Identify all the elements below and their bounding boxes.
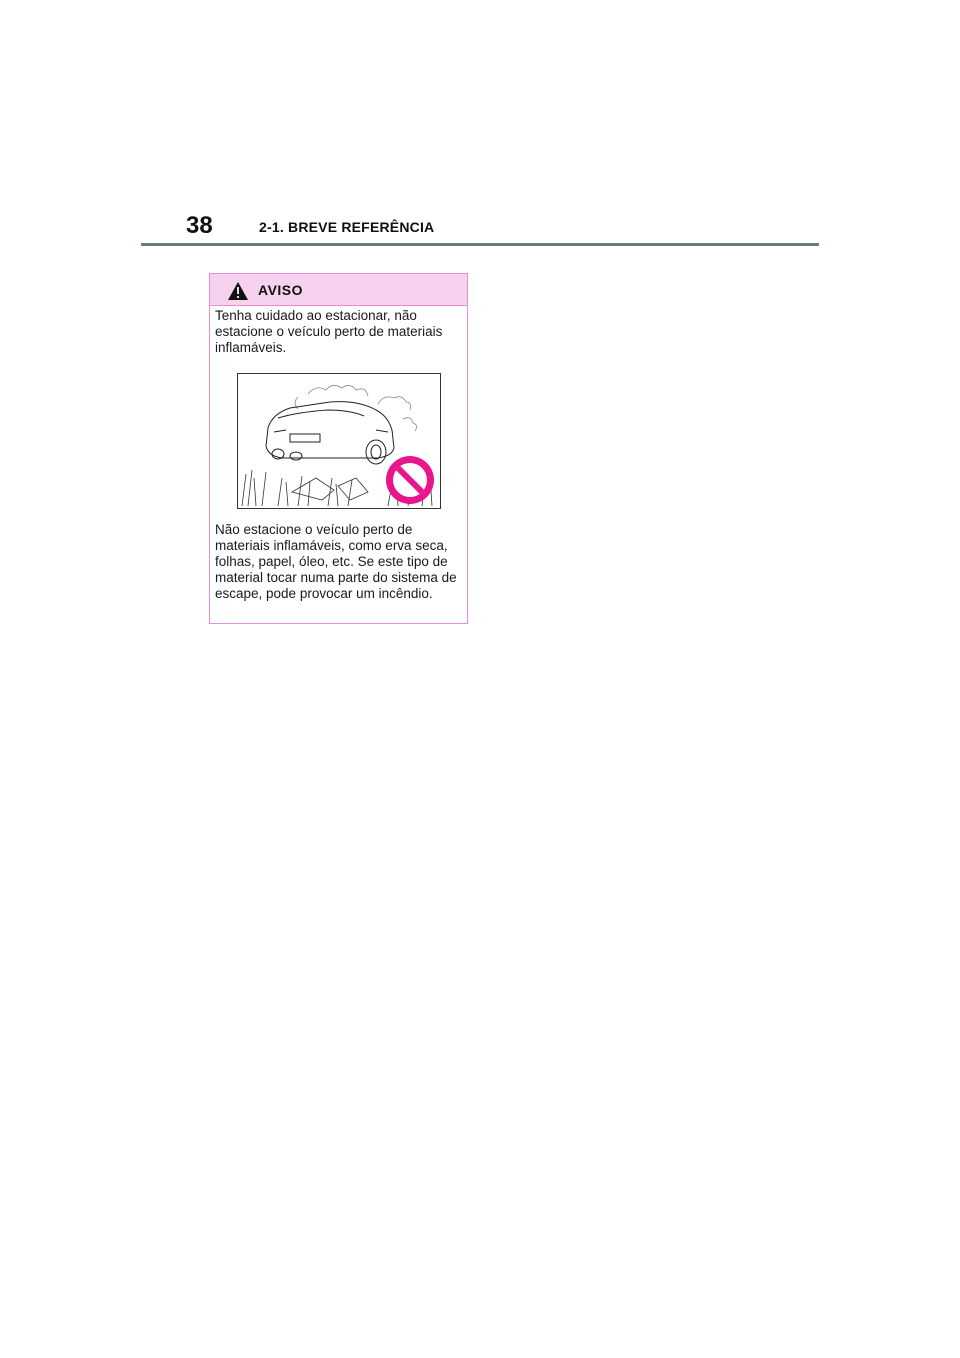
section-title: 2-1. BREVE REFERÊNCIA bbox=[259, 219, 435, 235]
car-parking-illustration bbox=[238, 374, 440, 508]
prohibition-icon bbox=[386, 456, 434, 504]
warning-title: AVISO bbox=[258, 282, 304, 298]
warning-box bbox=[209, 273, 468, 624]
warning-text-2: Não estacione o veículo perto de materiais inflamáveis, como erva seca, folhas, papel, óleo, etc. Se este tipo de material tocar numa parte do sistema de escape, pode provocar um incêndio. bbox=[215, 522, 457, 601]
header-rule bbox=[141, 243, 819, 246]
warning-header bbox=[210, 274, 467, 306]
warning-text-1: Tenha cuidado ao estacionar, não estacione o veículo perto de materiais inflamáveis. bbox=[215, 308, 443, 355]
page-number: 38 bbox=[186, 212, 213, 239]
warning-triangle-icon bbox=[227, 281, 249, 301]
illustration bbox=[237, 373, 441, 509]
